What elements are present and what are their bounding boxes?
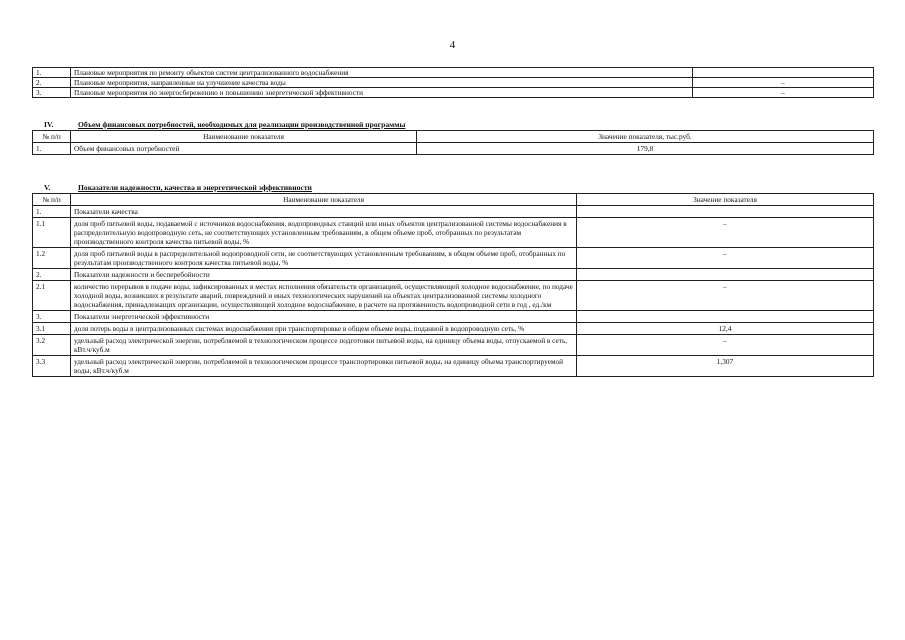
row-number: 3. xyxy=(33,311,71,323)
header-name: Наименование показателя xyxy=(71,131,417,143)
row-number: 3.2 xyxy=(33,335,71,356)
row-name: Объем финансовых потребностей xyxy=(71,143,417,155)
row-number: 1.1 xyxy=(33,218,71,248)
row-value: – xyxy=(577,248,874,269)
table-row xyxy=(33,356,874,377)
row-value: – xyxy=(577,281,874,311)
row-name: доля проб питьевой воды в распределительной водопроводной сети, не соответствующих установленным требованиям, в общем объеме проб, отобранных по результатам производственного контроля качества питьевой воды, % xyxy=(71,248,577,269)
row-value xyxy=(693,68,874,78)
section-title-text: Объем финансовых потребностей, необходимых для реализации производственной программы xyxy=(78,120,406,129)
financial-needs-table xyxy=(32,130,874,155)
row-name: Показатели качества xyxy=(71,206,577,218)
section-title-text: Показатели надежности, качества и энергетической эффективности xyxy=(78,183,312,192)
row-value xyxy=(577,206,874,218)
table-row xyxy=(33,335,874,356)
row-number: 1.2 xyxy=(33,248,71,269)
table-row xyxy=(33,281,874,311)
row-value xyxy=(577,311,874,323)
row-name: удельный расход электрической энергии, потребляемой в технологическом процессе подготовки питьевой воды, на единицу объема воды, отпускаемой в сеть, кВт.ч/куб.м xyxy=(71,335,577,356)
row-value: – xyxy=(693,88,874,98)
table-row xyxy=(33,88,874,98)
row-name: Показатели энергетической эффективности xyxy=(71,311,577,323)
table-row xyxy=(33,269,874,281)
row-number: 2. xyxy=(33,78,71,88)
header-number: № п/п xyxy=(33,194,71,206)
table-header-row xyxy=(33,194,874,206)
header-number: № п/п xyxy=(33,131,71,143)
row-value: 12,4 xyxy=(577,323,874,335)
row-number: 2. xyxy=(33,269,71,281)
page-number: 4 xyxy=(449,39,456,51)
row-name: Плановые мероприятия по энергосбережению и повышению энергетической эффективности xyxy=(71,88,693,98)
header-value: Значение показателя xyxy=(577,194,874,206)
table-row xyxy=(33,218,874,248)
header-name: Наименование показателя xyxy=(71,194,577,206)
section-roman-numeral: V. xyxy=(44,183,51,192)
table-header-row xyxy=(33,131,874,143)
row-value: – xyxy=(693,78,874,88)
row-value xyxy=(577,269,874,281)
row-number: 3. xyxy=(33,88,71,98)
table-row xyxy=(33,143,874,155)
row-name: доля потерь воды в централизованных системах водоснабжения при транспортировке в общем объеме воды, поданной в водопроводную сеть, % xyxy=(71,323,577,335)
planned-measures-table xyxy=(32,67,874,98)
row-value: – xyxy=(577,218,874,248)
section-iv-title xyxy=(32,120,405,129)
section-roman-numeral: IV. xyxy=(44,120,54,129)
row-number: 1. xyxy=(33,206,71,218)
table-row xyxy=(33,248,874,269)
indicators-table xyxy=(32,193,874,377)
header-value: Значение показателя, тыс.руб. xyxy=(417,131,874,143)
row-number: 1. xyxy=(33,143,71,155)
row-name: количество перерывов в подаче воды, зафиксированных в местах исполнения обязательств организацией, осуществляющей холодное водоснабжение, по подаче холодной воды, возникших в результате аварий, повреждений и иных технологических нарушений на объектах централизованной системы холодного водоснабжения, принадлежащих организации, осуществляющей холодное водоснабжение, в расчете на протяженность водопроводной сети в год , ед./км xyxy=(71,281,577,311)
row-value: 1,307 xyxy=(577,356,874,377)
row-name: Плановые мероприятия, направленные на улучшение качества воды xyxy=(71,78,693,88)
row-value: – xyxy=(577,335,874,356)
section-v-title xyxy=(32,183,312,192)
row-name: доля проб питьевой воды, подаваемой с источников водоснабжения, водопроводных станций или иных объектов централизованной системы водоснабжения в распределительную водопроводную сеть, не соответствующих установленным требованиям, в общем объеме проб, отобранных по результатам производственного контроля качества питьевой воды, % xyxy=(71,218,577,248)
table-row xyxy=(33,78,874,88)
row-name: Показатели надежности и бесперебойности xyxy=(71,269,577,281)
row-number: 3.1 xyxy=(33,323,71,335)
row-number: 1. xyxy=(33,68,71,78)
row-number: 2.1 xyxy=(33,281,71,311)
row-number: 3.3 xyxy=(33,356,71,377)
table-row xyxy=(33,68,874,78)
table-row xyxy=(33,323,874,335)
table-row xyxy=(33,311,874,323)
row-value: 179,8 xyxy=(417,143,874,155)
row-name: удельный расход электрической энергии, потребляемой в технологическом процессе транспортировки питьевой воды, на единицу объема транспортируемой воды, кВт.ч/куб.м xyxy=(71,356,577,377)
table-row xyxy=(33,206,874,218)
row-name: Плановые мероприятия по ремонту объектов систем централизованного водоснабжения xyxy=(71,68,693,78)
